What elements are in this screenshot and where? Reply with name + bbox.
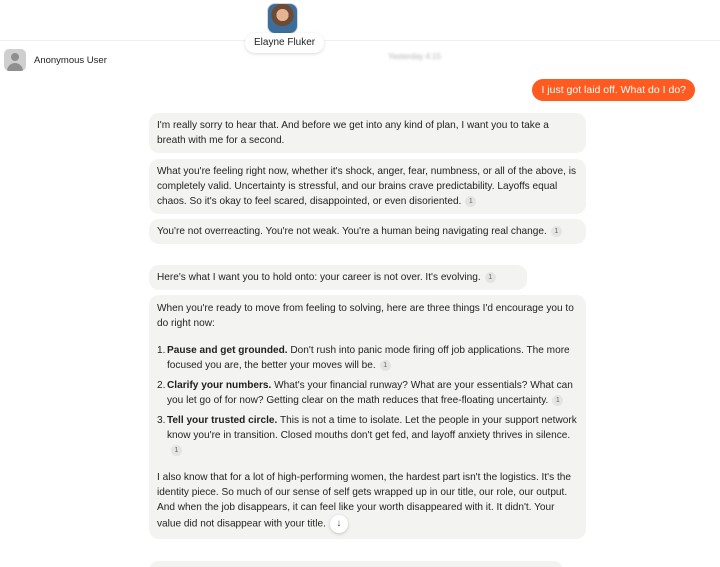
message-text: Here's what I want you to hold onto: your career is not over. It's evolving. bbox=[157, 272, 481, 283]
assistant-message-advice bbox=[149, 295, 586, 539]
assistant-message-2 bbox=[149, 159, 586, 214]
citation-badge[interactable]: 1 bbox=[551, 226, 562, 237]
list-item-text: This is not a time to isolate. Let the people in your support network know you're in transition. Closed mouths don't get fed, and layoff anxiety thrives in silence. bbox=[167, 415, 577, 441]
citation-badge[interactable]: 1 bbox=[171, 445, 182, 456]
timestamp: Yesterday 4:15 bbox=[388, 52, 442, 61]
user-name: Anonymous User bbox=[34, 54, 107, 66]
advice-closing bbox=[157, 470, 578, 533]
user-avatar-icon bbox=[4, 49, 26, 71]
user-row bbox=[4, 48, 107, 72]
list-number: 2. bbox=[157, 380, 166, 391]
closing-text: I also know that for a lot of high-performing women, the hardest part isn't the logistics. It's the identity piece. So much of our sense of self gets wrapped up in our title, our role, our output. And when the job disappears, it can feel like your worth disappeared with it. It didn't. Your value did not disappear with your title. bbox=[157, 472, 571, 530]
header-divider bbox=[0, 40, 720, 41]
list-item-title: Clarify your numbers. bbox=[167, 380, 272, 391]
list-number: 1. bbox=[157, 345, 166, 356]
message-text: You're not overreacting. You're not weak. You're a human being navigating real change. bbox=[157, 226, 547, 237]
message-text: I'm really sorry to hear that. And before we get into any kind of plan, I want you to take a breath with me for a second. bbox=[157, 120, 549, 146]
list-item-title: Pause and get grounded. bbox=[167, 345, 288, 356]
assistant-message-4 bbox=[149, 265, 527, 290]
next-message-edge bbox=[149, 561, 563, 567]
list-item bbox=[157, 378, 578, 408]
assistant-message-3 bbox=[149, 219, 586, 244]
user-message-bubble: I just got laid off. What do I do? bbox=[532, 79, 695, 101]
list-item-title: Tell your trusted circle. bbox=[167, 415, 278, 426]
citation-badge[interactable]: 1 bbox=[380, 360, 391, 371]
message-text: What you're feeling right now, whether it's shock, anger, fear, numbness, or all of the above, is completely valid. Uncertainty is stressful, and our brains crave predictability. Layoffs equal chaos. So it's okay to feel scared, disappointed, or even disoriented. bbox=[157, 166, 577, 207]
list-item-text: What's your financial runway? What are your essentials? What can you let go of for now? Getting clear on the math reduces that free-floating uncertainty. bbox=[167, 380, 573, 406]
advice-list bbox=[157, 343, 578, 458]
citation-badge[interactable]: 1 bbox=[465, 196, 476, 207]
citation-badge[interactable]: 1 bbox=[552, 395, 563, 406]
scroll-down-icon[interactable]: ↓ bbox=[330, 515, 348, 533]
assistant-header bbox=[0, 0, 720, 52]
assistant-avatar[interactable] bbox=[267, 3, 298, 34]
list-item-text: Don't rush into panic mode firing off job applications. The more focused you are, the better your moves will be. bbox=[167, 345, 570, 371]
assistant-message-1 bbox=[149, 113, 586, 153]
list-item bbox=[157, 343, 578, 373]
list-number: 3. bbox=[157, 415, 166, 426]
list-item bbox=[157, 413, 578, 458]
citation-badge[interactable]: 1 bbox=[485, 272, 496, 283]
assistant-name[interactable]: Elayne Fluker bbox=[245, 33, 324, 53]
advice-intro: When you're ready to move from feeling to solving, here are three things I'd encourage you to do right now: bbox=[157, 303, 574, 329]
